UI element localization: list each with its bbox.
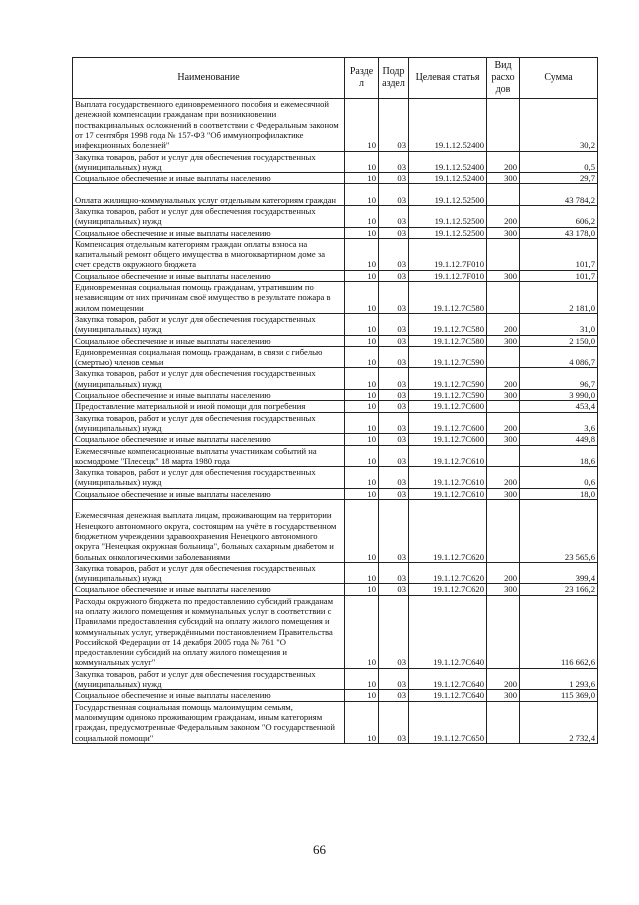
row-section-cell: 10 — [345, 488, 379, 499]
table-row — [73, 205, 598, 227]
row-expense-type-cell: 300 — [487, 488, 520, 499]
row-expense-type-cell: 200 — [487, 562, 520, 584]
row-expense-type-cell — [487, 282, 520, 314]
row-section-cell: 10 — [345, 282, 379, 314]
row-subsection-cell: 03 — [379, 690, 409, 701]
table-row — [73, 595, 598, 668]
row-expense-type-cell: 200 — [487, 467, 520, 489]
row-name-cell: Ежемесячная денежная выплата лицам, проживающим на территории Ненецкого автономного округа, состоящим на учёте в государственном бюджетном учреждении здравоохранения Ненецкого автономного округа "Ненецкая окружная больница", больных сахарным диабетом и больных онкологическими заболеваниями — [73, 500, 345, 563]
row-section-cell: 10 — [345, 151, 379, 173]
row-name-cell: Компенсация отдельным категориям граждан оплаты взноса на капитальный ремонт общего имущества в многоквартирном доме за счет средств окружного бюджета — [73, 238, 345, 270]
row-sum-cell: 3,6 — [520, 412, 598, 434]
row-subsection-cell: 03 — [379, 282, 409, 314]
row-section-cell: 10 — [345, 313, 379, 335]
row-section-cell: 10 — [345, 346, 379, 368]
row-subsection-cell: 03 — [379, 488, 409, 499]
row-sum-cell: 606,2 — [520, 205, 598, 227]
row-section-cell: 10 — [345, 701, 379, 743]
row-name-cell: Социальное обеспечение и иные выплаты населению — [73, 434, 345, 445]
row-target-cell: 19.1.12.7C600 — [409, 434, 487, 445]
row-target-cell: 19.1.12.7C620 — [409, 500, 487, 563]
row-section-cell: 10 — [345, 690, 379, 701]
table-row — [73, 390, 598, 401]
row-name-cell: Оплата жилищно-коммунальных услуг отдельным категориям граждан — [73, 184, 345, 206]
row-expense-type-cell — [487, 500, 520, 563]
row-target-cell: 19.1.12.52500 — [409, 227, 487, 238]
row-sum-cell: 29,7 — [520, 173, 598, 184]
row-target-cell: 19.1.12.52400 — [409, 151, 487, 173]
row-expense-type-cell: 300 — [487, 390, 520, 401]
row-sum-cell: 2 732,4 — [520, 701, 598, 743]
row-sum-cell: 43 178,0 — [520, 227, 598, 238]
row-target-cell: 19.1.12.7C620 — [409, 562, 487, 584]
row-target-cell: 19.1.12.7C580 — [409, 313, 487, 335]
row-subsection-cell: 03 — [379, 270, 409, 281]
table-body — [73, 99, 598, 744]
row-sum-cell: 23 166,2 — [520, 584, 598, 595]
row-target-cell: 19.1.12.7C580 — [409, 335, 487, 346]
row-name-cell: Ежемесячные компенсационные выплаты участникам событий на космодроме "Плесецк" 18 марта 1980 года — [73, 445, 345, 467]
row-section-cell: 10 — [345, 238, 379, 270]
table-row — [73, 401, 598, 412]
table-row — [73, 488, 598, 499]
header-target: Целевая статья — [409, 58, 487, 99]
row-expense-type-cell — [487, 445, 520, 467]
row-target-cell: 19.1.12.7C590 — [409, 346, 487, 368]
header-name: Наименование — [73, 58, 345, 99]
row-sum-cell: 101,7 — [520, 238, 598, 270]
row-expense-type-cell — [487, 401, 520, 412]
row-section-cell: 10 — [345, 184, 379, 206]
budget-table — [72, 57, 598, 744]
row-expense-type-cell: 200 — [487, 412, 520, 434]
row-target-cell: 19.1.12.7F010 — [409, 270, 487, 281]
row-target-cell: 19.1.12.7C640 — [409, 690, 487, 701]
row-expense-type-cell — [487, 99, 520, 152]
row-target-cell: 19.1.12.52500 — [409, 184, 487, 206]
row-subsection-cell: 03 — [379, 99, 409, 152]
row-section-cell: 10 — [345, 500, 379, 563]
row-subsection-cell: 03 — [379, 227, 409, 238]
row-target-cell: 19.1.12.7C610 — [409, 488, 487, 499]
row-sum-cell: 101,7 — [520, 270, 598, 281]
row-section-cell: 10 — [345, 434, 379, 445]
table-row — [73, 173, 598, 184]
row-sum-cell: 2 181,0 — [520, 282, 598, 314]
row-name-cell: Социальное обеспечение и иные выплаты населению — [73, 584, 345, 595]
header-sum: Сумма — [520, 58, 598, 99]
table-row — [73, 184, 598, 206]
row-name-cell: Закупка товаров, работ и услуг для обеспечения государственных (муниципальных) нужд — [73, 467, 345, 489]
row-target-cell: 19.1.12.7C590 — [409, 390, 487, 401]
row-name-cell: Социальное обеспечение и иные выплаты населению — [73, 173, 345, 184]
row-sum-cell: 43 784,2 — [520, 184, 598, 206]
row-name-cell: Социальное обеспечение и иные выплаты населению — [73, 335, 345, 346]
row-sum-cell: 96,7 — [520, 368, 598, 390]
table-row — [73, 412, 598, 434]
header-subsection: Подр аздел — [379, 58, 409, 99]
row-expense-type-cell — [487, 701, 520, 743]
row-subsection-cell: 03 — [379, 668, 409, 690]
table-row — [73, 227, 598, 238]
row-target-cell: 19.1.12.7C620 — [409, 584, 487, 595]
table-row — [73, 99, 598, 152]
row-name-cell: Социальное обеспечение и иные выплаты населению — [73, 270, 345, 281]
row-name-cell: Единовременная социальная помощь гражданам, в связи с гибелью (смертью) членов семьи — [73, 346, 345, 368]
row-section-cell: 10 — [345, 173, 379, 184]
row-subsection-cell: 03 — [379, 701, 409, 743]
row-target-cell: 19.1.12.7C610 — [409, 445, 487, 467]
row-section-cell: 10 — [345, 368, 379, 390]
row-expense-type-cell: 300 — [487, 434, 520, 445]
row-expense-type-cell: 300 — [487, 584, 520, 595]
row-target-cell: 19.1.12.7C640 — [409, 668, 487, 690]
row-name-cell: Закупка товаров, работ и услуг для обеспечения государственных (муниципальных) нужд — [73, 205, 345, 227]
table-row — [73, 445, 598, 467]
table-header-row — [73, 58, 598, 99]
row-subsection-cell: 03 — [379, 401, 409, 412]
row-subsection-cell: 03 — [379, 445, 409, 467]
row-target-cell: 19.1.12.7C640 — [409, 595, 487, 668]
row-expense-type-cell: 200 — [487, 368, 520, 390]
row-expense-type-cell: 300 — [487, 335, 520, 346]
row-subsection-cell: 03 — [379, 346, 409, 368]
row-name-cell: Социальное обеспечение и иные выплаты населению — [73, 227, 345, 238]
table-row — [73, 668, 598, 690]
row-name-cell: Социальное обеспечение и иные выплаты населению — [73, 390, 345, 401]
row-expense-type-cell: 300 — [487, 227, 520, 238]
row-sum-cell: 18,6 — [520, 445, 598, 467]
table-row — [73, 690, 598, 701]
row-sum-cell: 4 086,7 — [520, 346, 598, 368]
table-row — [73, 434, 598, 445]
row-expense-type-cell: 200 — [487, 313, 520, 335]
row-subsection-cell: 03 — [379, 335, 409, 346]
row-subsection-cell: 03 — [379, 467, 409, 489]
row-expense-type-cell: 300 — [487, 270, 520, 281]
row-name-cell: Выплата государственного единовременного пособия и ежемесячной денежной компенсации гражданам при возникновении поствакцинальных осложнений в соответствии с Федеральным законом от 17 сентября 1998 года № 157-ФЗ "Об иммунопрофилактике инфекционных болезней" — [73, 99, 345, 152]
row-name-cell: Закупка товаров, работ и услуг для обеспечения государственных (муниципальных) нужд — [73, 412, 345, 434]
row-sum-cell: 449,8 — [520, 434, 598, 445]
row-sum-cell: 0,5 — [520, 151, 598, 173]
row-expense-type-cell: 200 — [487, 151, 520, 173]
row-expense-type-cell: 300 — [487, 690, 520, 701]
row-name-cell: Единовременная социальная помощь гражданам, утратившим по независящим от них причинам своё имущество в результате пожара в жилом помещении — [73, 282, 345, 314]
row-section-cell: 10 — [345, 584, 379, 595]
table-row — [73, 701, 598, 743]
row-section-cell: 10 — [345, 401, 379, 412]
row-sum-cell: 115 369,0 — [520, 690, 598, 701]
row-target-cell: 19.1.12.52400 — [409, 173, 487, 184]
header-section: Разде л — [345, 58, 379, 99]
row-section-cell: 10 — [345, 205, 379, 227]
row-subsection-cell: 03 — [379, 173, 409, 184]
row-name-cell: Социальное обеспечение и иные выплаты населению — [73, 690, 345, 701]
table-row — [73, 500, 598, 563]
row-subsection-cell: 03 — [379, 205, 409, 227]
row-subsection-cell: 03 — [379, 313, 409, 335]
row-sum-cell: 0,6 — [520, 467, 598, 489]
table-row — [73, 346, 598, 368]
row-target-cell: 19.1.12.52400 — [409, 99, 487, 152]
row-section-cell: 10 — [345, 227, 379, 238]
table-row — [73, 270, 598, 281]
row-sum-cell: 2 150,0 — [520, 335, 598, 346]
row-name-cell: Закупка товаров, работ и услуг для обеспечения государственных (муниципальных) нужд — [73, 151, 345, 173]
row-sum-cell: 23 565,6 — [520, 500, 598, 563]
row-target-cell: 19.1.12.52500 — [409, 205, 487, 227]
row-section-cell: 10 — [345, 270, 379, 281]
row-section-cell: 10 — [345, 335, 379, 346]
row-subsection-cell: 03 — [379, 368, 409, 390]
row-target-cell: 19.1.12.7F010 — [409, 238, 487, 270]
row-subsection-cell: 03 — [379, 500, 409, 563]
row-subsection-cell: 03 — [379, 595, 409, 668]
row-section-cell: 10 — [345, 412, 379, 434]
row-expense-type-cell: 300 — [487, 173, 520, 184]
row-expense-type-cell — [487, 595, 520, 668]
table-row — [73, 282, 598, 314]
row-sum-cell: 399,4 — [520, 562, 598, 584]
table-row — [73, 467, 598, 489]
row-sum-cell: 18,0 — [520, 488, 598, 499]
row-section-cell: 10 — [345, 562, 379, 584]
row-target-cell: 19.1.12.7C600 — [409, 401, 487, 412]
row-target-cell: 19.1.12.7C610 — [409, 467, 487, 489]
row-target-cell: 19.1.12.7C600 — [409, 412, 487, 434]
row-section-cell: 10 — [345, 99, 379, 152]
row-target-cell: 19.1.12.7C650 — [409, 701, 487, 743]
table-row — [73, 584, 598, 595]
row-section-cell: 10 — [345, 467, 379, 489]
row-name-cell: Закупка товаров, работ и услуг для обеспечения государственных (муниципальных) нужд — [73, 668, 345, 690]
row-expense-type-cell — [487, 238, 520, 270]
table-row — [73, 313, 598, 335]
row-name-cell: Социальное обеспечение и иные выплаты населению — [73, 488, 345, 499]
row-expense-type-cell — [487, 346, 520, 368]
table-row — [73, 335, 598, 346]
row-subsection-cell: 03 — [379, 584, 409, 595]
table-row — [73, 562, 598, 584]
row-sum-cell: 453,4 — [520, 401, 598, 412]
row-section-cell: 10 — [345, 445, 379, 467]
row-target-cell: 19.1.12.7C590 — [409, 368, 487, 390]
row-name-cell: Закупка товаров, работ и услуг для обеспечения государственных (муниципальных) нужд — [73, 313, 345, 335]
row-subsection-cell: 03 — [379, 151, 409, 173]
row-expense-type-cell: 200 — [487, 668, 520, 690]
row-subsection-cell: 03 — [379, 562, 409, 584]
row-sum-cell: 31,0 — [520, 313, 598, 335]
row-sum-cell: 116 662,6 — [520, 595, 598, 668]
row-section-cell: 10 — [345, 595, 379, 668]
row-section-cell: 10 — [345, 390, 379, 401]
row-sum-cell: 3 990,0 — [520, 390, 598, 401]
row-name-cell: Расходы окружного бюджета по предоставлению субсидий гражданам на оплату жилого помещения и коммунальных услуг в соответствии с Правилами предоставления субсидий на оплату жилого помещения и коммунальных услуг, утверждёнными постановлением Правительства Российской Федерации от 14 декабря 2005 года № 761 "О предоставлении субсидий на оплату жилого помещения и коммунальных услуг" — [73, 595, 345, 668]
row-expense-type-cell: 200 — [487, 205, 520, 227]
page-number: 66 — [313, 842, 326, 857]
row-name-cell: Закупка товаров, работ и услуг для обеспечения государственных (муниципальных) нужд — [73, 368, 345, 390]
row-subsection-cell: 03 — [379, 412, 409, 434]
row-target-cell: 19.1.12.7C580 — [409, 282, 487, 314]
row-subsection-cell: 03 — [379, 184, 409, 206]
row-section-cell: 10 — [345, 668, 379, 690]
row-name-cell: Закупка товаров, работ и услуг для обеспечения государственных (муниципальных) нужд — [73, 562, 345, 584]
table-row — [73, 151, 598, 173]
row-subsection-cell: 03 — [379, 390, 409, 401]
row-sum-cell: 1 293,6 — [520, 668, 598, 690]
row-subsection-cell: 03 — [379, 238, 409, 270]
row-name-cell: Государственная социальная помощь малоимущим семьям, малоимущим одиноко проживающим гражданам, иным категориям граждан, предусмотренные Федеральным законом "О государственной социальной помощи" — [73, 701, 345, 743]
row-name-cell: Предоставление материальной и иной помощи для погребения — [73, 401, 345, 412]
row-expense-type-cell — [487, 184, 520, 206]
row-sum-cell: 30,2 — [520, 99, 598, 152]
row-subsection-cell: 03 — [379, 434, 409, 445]
table-row — [73, 368, 598, 390]
header-expense-type: Вид расхо дов — [487, 58, 520, 99]
table-row — [73, 238, 598, 270]
